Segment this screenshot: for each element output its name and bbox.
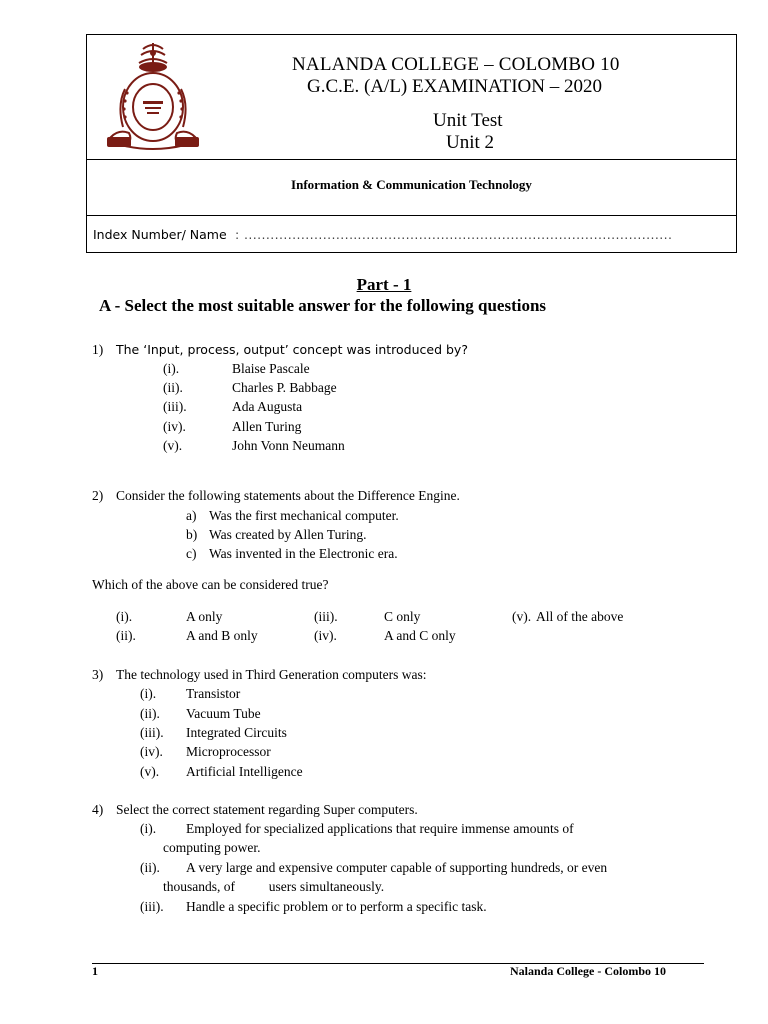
- option-text: Employed for specialized applications that require immense amounts of: [186, 821, 574, 836]
- part-title: [0, 275, 768, 295]
- question-text: Consider the following statements about the Difference Engine.: [116, 488, 460, 503]
- college-name: NALANDA COLLEGE – COLOMBO 10: [292, 54, 620, 75]
- footer-college-name: Nalanda College - Colombo 10: [510, 964, 666, 978]
- index-name-label: Index Number/ Name: [93, 227, 227, 242]
- subject-section: [87, 160, 736, 216]
- option-text: Microprocessor: [186, 744, 271, 759]
- footer-page-number: 1: [92, 964, 98, 978]
- subject-title: Information & Communication Technology: [291, 177, 532, 192]
- option-text: Transistor: [186, 686, 241, 701]
- question-number: 2): [92, 488, 104, 503]
- question-text: The technology used in Third Generation computers was:: [116, 667, 427, 682]
- statement-text: Was the first mechanical computer.: [209, 508, 399, 523]
- question-text: The ‘Input, process, output’ concept was introduced by?: [116, 342, 468, 357]
- statement-text: Was invented in the Electronic era.: [209, 546, 398, 561]
- header-title-section: [87, 35, 736, 160]
- option-label: (i).: [140, 821, 157, 836]
- question-text: Select the correct statement regarding Super computers.: [116, 802, 418, 817]
- option-text: Charles P. Babbage: [232, 380, 337, 395]
- option-label: (ii).: [163, 380, 183, 395]
- option-label: (iv).: [163, 419, 186, 434]
- statement-text: Was created by Allen Turing.: [209, 527, 367, 542]
- unit-number: Unit 2: [446, 132, 495, 153]
- option-text: Handle a specific problem or to perform a specific task.: [186, 899, 487, 914]
- option-text: A very large and expensive computer capable of supporting hundreds, or even: [186, 860, 608, 875]
- option-label: (ii).: [140, 706, 160, 721]
- question-prompt: Which of the above can be considered true?: [92, 577, 329, 592]
- option-label: (iv).: [140, 744, 163, 759]
- option-text: Integrated Circuits: [186, 725, 287, 740]
- option-text: John Vonn Neumann: [232, 438, 345, 453]
- option-label: (ii).: [140, 860, 160, 875]
- option-text: Allen Turing: [232, 419, 302, 434]
- option-text: C only: [384, 609, 421, 624]
- college-crest-logo: [103, 41, 203, 153]
- option-label: (i).: [140, 686, 157, 701]
- index-name-field[interactable]: : ........................….......................................................................: [235, 227, 673, 242]
- option-label: (iii).: [314, 609, 338, 624]
- unit-test-title: Unit Test: [433, 110, 503, 131]
- part-title-text: Part - 1: [356, 275, 412, 294]
- exam-header: [86, 34, 737, 253]
- option-label: (iv).: [314, 628, 337, 643]
- option-label: (i).: [163, 361, 180, 376]
- option-label: (ii).: [116, 628, 136, 643]
- statement-label: a): [186, 508, 197, 523]
- question-number: 4): [92, 802, 104, 817]
- statement-label: c): [186, 546, 197, 561]
- option-text: A and C only: [384, 628, 456, 643]
- option-label: (i).: [116, 609, 133, 624]
- option-label: (iii).: [163, 399, 187, 414]
- option-text: A and B only: [186, 628, 258, 643]
- option-label: (iii).: [140, 725, 164, 740]
- statement-label: b): [186, 527, 198, 542]
- option-text: Vacuum Tube: [186, 706, 261, 721]
- option-label: (v).: [512, 609, 532, 624]
- question-number: 1): [92, 342, 104, 357]
- option-text: A only: [186, 609, 223, 624]
- question-number: 3): [92, 667, 104, 682]
- section-instruction: A - Select the most suitable answer for the following questions: [99, 296, 547, 315]
- option-label: (v).: [163, 438, 183, 453]
- option-text: Blaise Pascale: [232, 361, 310, 376]
- option-text-continued: thousands, of users simultaneously.: [163, 879, 385, 894]
- option-text: Ada Augusta: [232, 399, 303, 414]
- option-label: (iii).: [140, 899, 164, 914]
- option-text: Artificial Intelligence: [186, 764, 303, 779]
- exam-name: G.C.E. (A/L) EXAMINATION – 2020: [307, 76, 602, 97]
- option-text: All of the above: [536, 609, 624, 624]
- option-label: (v).: [140, 764, 160, 779]
- index-name-section: [87, 216, 736, 254]
- option-text-continued: computing power.: [163, 840, 261, 855]
